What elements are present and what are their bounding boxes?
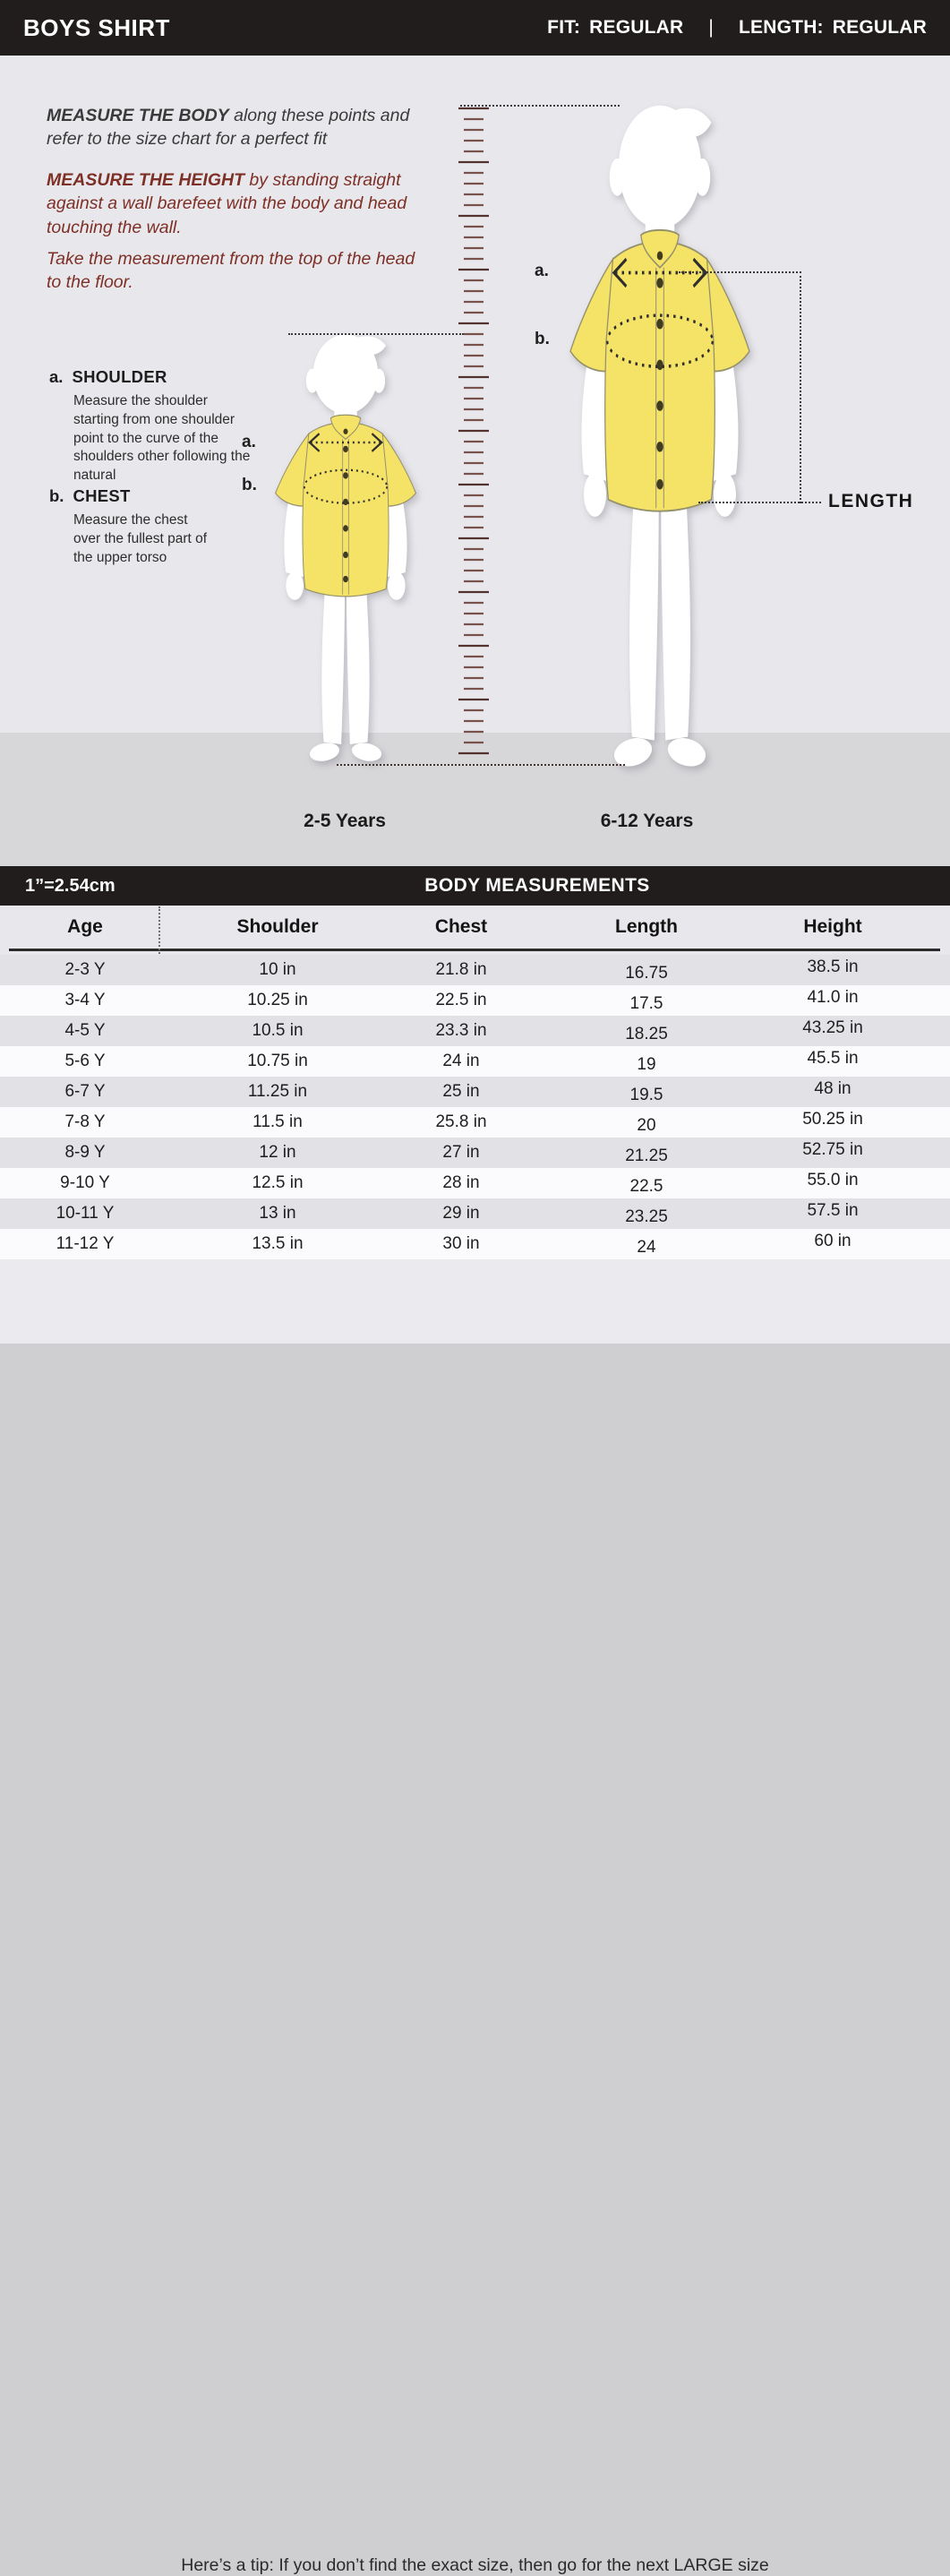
table-row [0,985,950,1016]
table-row [0,955,950,985]
small-head-line [288,333,464,335]
cell-length: 19.5 [629,1086,663,1104]
point-b-key: b. [49,486,64,505]
cell-shoulder: 13 in [259,1204,296,1223]
table-row [0,1046,950,1077]
scale-note: 1”=2.54cm [25,876,116,896]
cell-chest: 29 in [442,1204,480,1223]
cell-height: 38.5 in [807,957,859,976]
measure-body-instruction [47,104,433,151]
cell-age: 3-4 Y [64,991,106,1009]
cell-height: 55.0 in [807,1171,859,1189]
large-marker-b: b. [535,330,550,348]
cell-age: 11-12 Y [56,1234,115,1253]
measure-height-rest: by standing straight against a wall barefeet with the body and head touching the wall. [47,169,407,237]
large-head-line [460,105,620,107]
table-header [0,906,950,949]
table-row [0,1016,950,1046]
take-measurement-instruction: Take the measurement from the top of the head to the floor. [47,248,415,293]
small-marker-a: a. [242,433,256,451]
table-row [0,1138,950,1168]
point-chest-desc: Measure the chest over the fullest part of the upper torso [73,512,208,565]
cell-length: 22.5 [629,1177,663,1196]
cell-chest: 25.8 in [435,1112,487,1131]
point-shoulder-heading [49,367,167,387]
length-bottom-line [698,502,821,503]
cell-chest: 25 in [442,1082,480,1101]
cell-age: 5-6 Y [64,1052,106,1070]
cell-age: 2-3 Y [64,960,106,979]
column-shoulder: Shoulder [236,916,319,937]
cell-shoulder: 13.5 in [252,1234,304,1253]
cell-height: 45.5 in [807,1049,859,1068]
cell-shoulder: 11.5 in [252,1112,303,1131]
cell-shoulder: 11.25 in [247,1082,308,1101]
large-boy-figure [548,102,772,785]
cell-shoulder: 12.5 in [252,1173,304,1192]
cell-length: 16.75 [625,964,668,983]
table-row [0,1107,950,1138]
cell-length: 24 [637,1238,656,1257]
table-row [0,1077,950,1107]
cell-length: 18.25 [625,1025,668,1043]
size-tip: Here’s a tip: If you don’t find the exact size, then go for the next LARGE size [181,2555,769,2575]
small-figure-label: 2-5 Years [304,811,386,831]
cell-chest: 30 in [442,1234,480,1253]
height-ruler [458,107,489,764]
footer-area [0,1259,950,2575]
cell-height: 60 in [814,1232,852,1250]
measure-body-lead: MEASURE THE BODY [47,105,229,125]
cell-age: 4-5 Y [64,1021,106,1040]
cell-age: 6-7 Y [64,1082,106,1101]
page-title: BOYS SHIRT [23,13,170,41]
fit-length-info [547,17,927,39]
table-row [0,1198,950,1229]
length-label: LENGTH: [739,17,824,38]
cell-length: 19 [637,1055,656,1074]
cell-shoulder: 10.75 in [247,1052,308,1070]
cell-chest: 28 in [442,1173,480,1192]
cell-height: 57.5 in [807,1201,859,1220]
cell-length: 21.25 [625,1146,668,1165]
column-height: Height [803,916,862,937]
cell-height: 52.75 in [802,1140,863,1159]
point-shoulder-desc: Measure the shoulder starting from one shoulder point to the curve of the shoulders other following the natural [73,393,251,484]
column-age: Age [67,916,103,937]
cell-shoulder: 10 in [259,960,296,979]
cell-height: 41.0 in [807,988,859,1007]
length-top-line [679,271,801,273]
cell-age: 10-11 Y [56,1204,115,1223]
cell-chest: 23.3 in [435,1021,487,1040]
column-length: Length [615,916,678,937]
column-chest: Chest [434,916,488,937]
cell-length: 20 [637,1116,656,1135]
separator: | [708,17,715,38]
length-annotation-label: LENGTH [828,491,914,511]
floor-line [337,764,625,766]
point-a-title: SHOULDER [72,367,167,386]
small-marker-b: b. [242,476,257,494]
fit-value: REGULAR [589,17,684,38]
cell-age: 7-8 Y [64,1112,106,1131]
measure-height-lead: MEASURE THE HEIGHT [47,169,245,190]
cell-chest: 27 in [442,1143,480,1162]
cell-shoulder: 10.5 in [252,1021,304,1040]
measure-height-instruction [47,168,433,240]
cell-height: 48 in [814,1079,852,1098]
table-row [0,1168,950,1198]
cell-shoulder: 12 in [259,1143,296,1162]
point-b-title: CHEST [73,486,131,505]
size-table [0,955,950,1259]
cell-height: 50.25 in [802,1110,863,1129]
measure-body-rest: along these points and refer to the size chart for a perfect fit [47,105,410,150]
cell-chest: 22.5 in [435,991,487,1009]
length-vertical-line [800,271,801,503]
table-row [0,1229,950,1259]
fit-label: FIT: [547,17,581,38]
length-value: REGULAR [832,17,927,38]
cell-length: 23.25 [625,1207,668,1226]
point-a-key: a. [49,367,64,386]
cell-age: 8-9 Y [64,1143,106,1162]
cell-height: 43.25 in [802,1018,863,1037]
header-bar [0,0,950,56]
measurements-bar [0,866,950,906]
point-chest-heading [49,486,131,506]
small-boy-figure [258,332,433,773]
cell-age: 9-10 Y [60,1173,110,1192]
large-marker-a: a. [535,262,549,280]
large-figure-label: 6-12 Years [600,811,694,831]
cell-length: 17.5 [629,994,663,1013]
table-title: BODY MEASUREMENTS [424,875,650,896]
cell-chest: 21.8 in [435,960,487,979]
cell-chest: 24 in [442,1052,480,1070]
cell-shoulder: 10.25 in [247,991,308,1009]
header-rule [9,949,940,951]
